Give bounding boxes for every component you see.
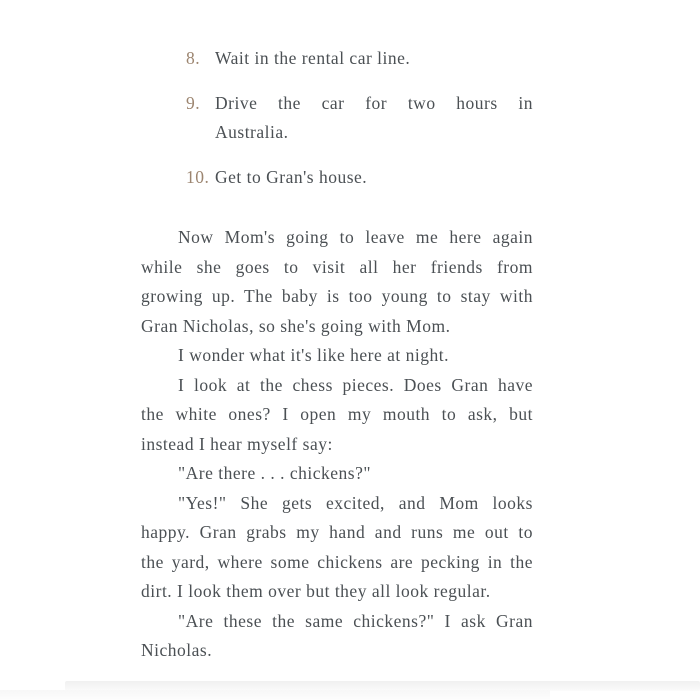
page-edge-shadow [0, 690, 550, 700]
text-line: Nicholas. [141, 640, 213, 660]
text-line: "Yes!" She gets excited, and Mom looks [178, 492, 533, 513]
text-line: dirt. I look them over but they all look regular. [141, 581, 491, 601]
numbered-list [141, 44, 533, 192]
paragraph [141, 459, 533, 489]
list-item-number: 10. [186, 166, 210, 187]
list-item-text [215, 163, 533, 193]
list-item-number: 9. [186, 92, 201, 113]
text-line: while she goes to visit all her friends from [141, 256, 533, 277]
text-line: "Are there . . . chickens?" [178, 463, 371, 483]
text-line: growing up. The baby is too young to stay with [141, 286, 533, 306]
paragraph [141, 371, 533, 460]
text-line: Gran Nicholas, so she's going with Mom. [141, 315, 451, 336]
text-line: Drive the car for two hours in [215, 92, 533, 113]
text-line: Australia. [215, 122, 289, 142]
list-item [186, 163, 533, 193]
text-line: instead I hear myself say: [141, 433, 333, 454]
list-item-number: 8. [186, 48, 201, 68]
text-line: Now Mom's going to leave me here again [178, 227, 533, 247]
page-edge-shadow [65, 681, 700, 691]
text-line: "Are these the same chickens?" I ask Gran [178, 610, 533, 631]
text-line: I wonder what it's like here at night. [178, 345, 449, 365]
text-line: I look at the chess pieces. Does Gran have [178, 374, 533, 395]
text-line: Get to Gran's house. [215, 166, 368, 187]
text-line: the yard, where some chickens are pecking in the [141, 551, 533, 572]
text-line: Wait in the rental car line. [215, 48, 411, 68]
text-line: the white ones? I open my mouth to ask, but [141, 404, 533, 424]
list-item [186, 44, 533, 74]
paragraph [141, 223, 533, 341]
page-content [141, 0, 533, 666]
list-item [186, 89, 533, 148]
paragraph [141, 489, 533, 607]
paragraph [141, 607, 533, 666]
text-line: happy. Gran grabs my hand and runs me out to [141, 522, 533, 542]
list-item-text [215, 44, 533, 74]
paragraphs [141, 223, 533, 666]
paragraph [141, 341, 533, 371]
list-item-text [215, 89, 533, 148]
